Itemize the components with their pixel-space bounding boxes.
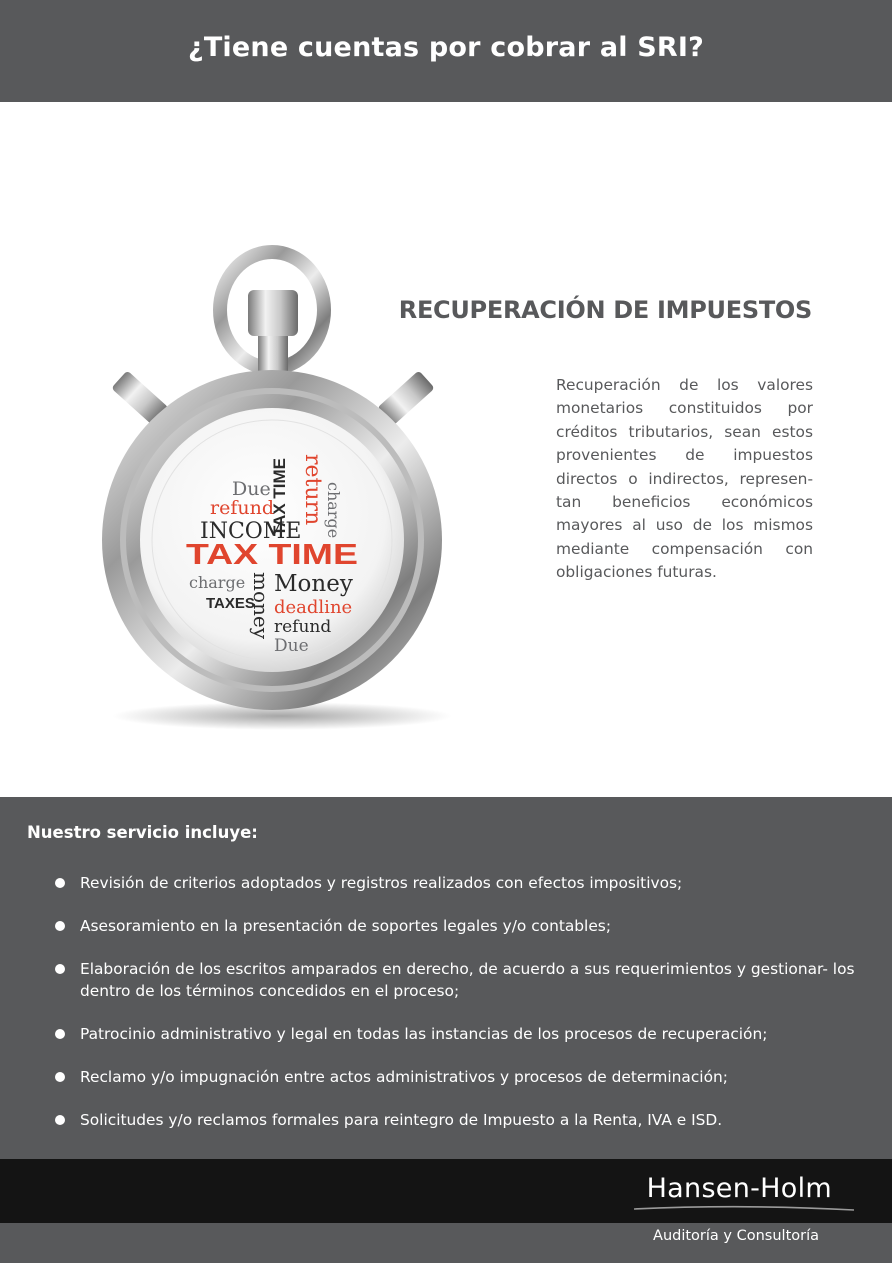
service-item-text: Reclamo y/o impugnación entre actos administrativos y procesos de determinación; xyxy=(80,1068,728,1086)
brand-logo: Hansen-Holm xyxy=(646,1173,832,1204)
service-description: Recuperación de los valores monetarios constituidos por créditos tributarios, sean estos provenientes de impuestos directos o indirectos, representan beneficios económicos mayores al uso de los mismos mediante compensación con obligaciones futuras. xyxy=(556,376,813,582)
service-item xyxy=(55,872,880,894)
bullet-icon xyxy=(55,1072,65,1082)
services-list xyxy=(55,872,880,1152)
word-tax-time-vertical: TAX TIME xyxy=(270,458,289,537)
brand-swoosh-icon xyxy=(634,1203,854,1213)
services-heading: Nuestro servicio incluye: xyxy=(27,823,258,842)
service-item xyxy=(55,958,880,1002)
word-deadline: deadline xyxy=(274,597,353,618)
word-income: INCOME xyxy=(200,519,302,544)
service-item xyxy=(55,1109,880,1131)
service-item xyxy=(55,1023,880,1045)
bullet-icon xyxy=(55,878,65,888)
word-charge-left: charge xyxy=(189,573,246,592)
stopwatch-crown xyxy=(248,290,298,336)
service-item-text: Solicitudes y/o reclamos formales para reintegro de Impuesto a la Renta, IVA e ISD. xyxy=(80,1111,723,1129)
word-money: Money xyxy=(274,571,353,597)
word-refund-bottom: refund xyxy=(274,617,332,637)
bullet-icon xyxy=(55,1115,65,1125)
services-panel xyxy=(0,797,892,1159)
word-due-bottom: Due xyxy=(274,636,309,656)
bullet-icon xyxy=(55,964,65,974)
word-tax-time-main: TAX TIME xyxy=(186,539,358,571)
word-taxes: TAXES xyxy=(206,595,255,612)
service-item-text: Elaboración de los escritos amparados en derecho, de acuerdo a sus requerimientos y gestionar- los dentro de los términos concedidos en el proceso; xyxy=(80,960,855,1000)
brand-tagline: Auditoría y Consultoría xyxy=(653,1228,819,1244)
word-charge-vertical: charge xyxy=(324,482,343,539)
word-refund-top: refund xyxy=(210,497,274,519)
footer-bottom-bar xyxy=(0,1223,892,1263)
word-money-vertical: money xyxy=(249,572,273,640)
page-title: ¿Tiene cuentas por cobrar al SRI? xyxy=(187,32,705,63)
service-item xyxy=(55,1066,880,1088)
section-title: RECUPERACIÓN DE IMPUESTOS xyxy=(398,296,812,324)
service-item xyxy=(55,915,880,937)
word-due-top: Due xyxy=(232,478,271,500)
service-item-text: Asesoramiento en la presentación de soportes legales y/o contables; xyxy=(80,917,612,935)
header-banner xyxy=(0,0,892,102)
service-item-text: Patrocinio administrativo y legal en todas las instancias de los procesos de recuperación; xyxy=(80,1025,768,1043)
bullet-icon xyxy=(55,1029,65,1039)
service-item-text: Revisión de criterios adoptados y registros realizados con efectos impositivos; xyxy=(80,874,683,892)
word-return-vertical: return xyxy=(300,454,325,526)
bullet-icon xyxy=(55,921,65,931)
footer-brand-band xyxy=(0,1159,892,1223)
